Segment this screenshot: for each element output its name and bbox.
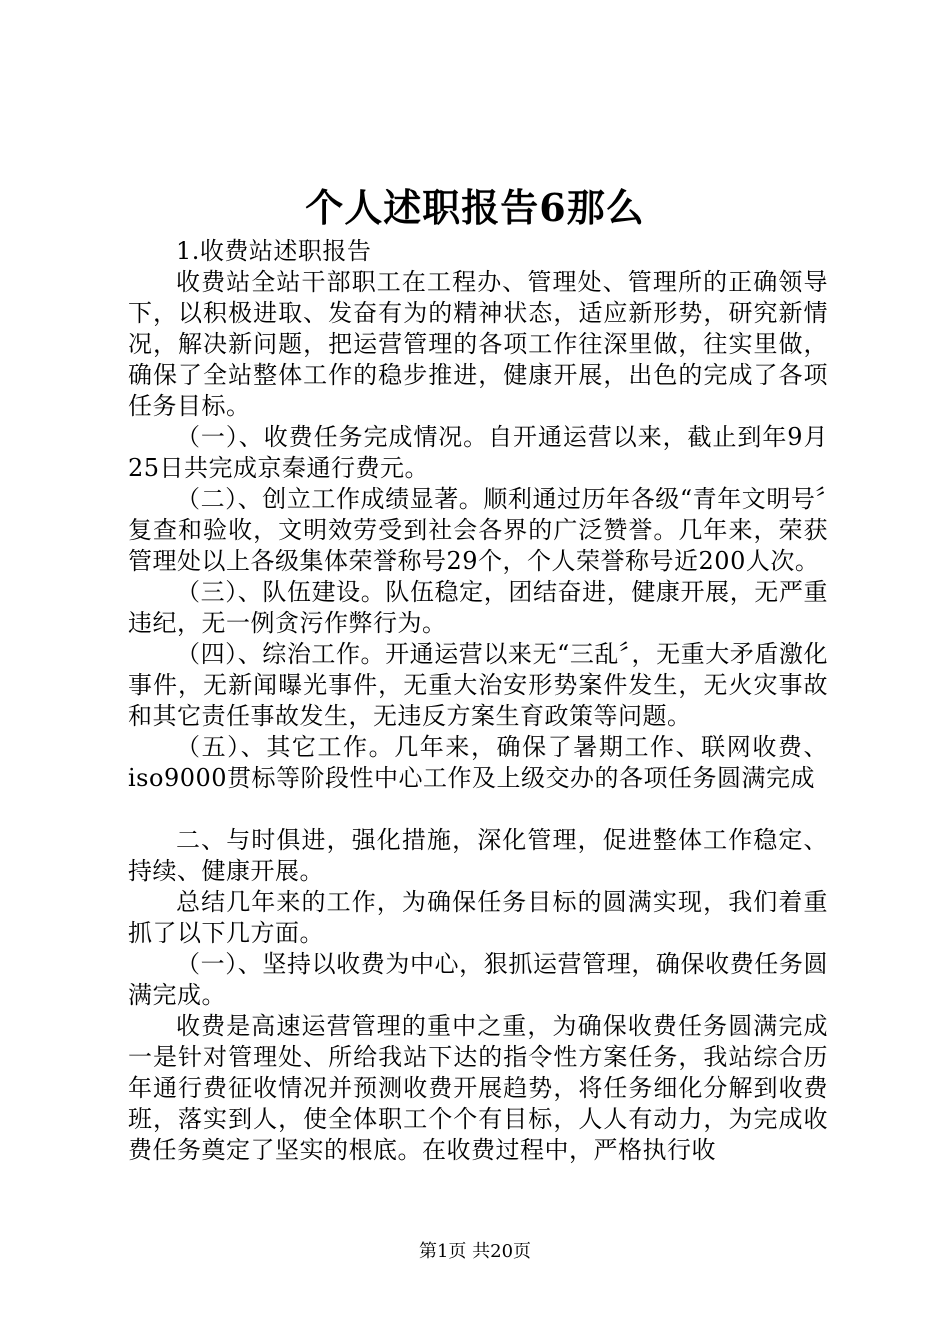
paragraph: （二）、创立工作成绩显著。顺利通过历年各级“青年文明号〞复查和验收，文明效劳受到社会各界的广泛赞誉。几年来，荣获管理处以上各级集体荣誉称号29个，个人荣誉称号近200人次。 <box>128 485 828 575</box>
document-body <box>128 236 828 1166</box>
paragraph: （一）、收费任务完成情况。自开通运营以来，截止到年9月25日共完成京秦通行费元。 <box>128 423 828 482</box>
document-title: 个人述职报告6那么 <box>305 185 645 230</box>
paragraph: （三）、队伍建设。队伍稳定，团结奋进，健康开展，无严重违纪，无一例贪污作弊行为。 <box>128 578 828 637</box>
paragraph: 总结几年来的工作，为确保任务目标的圆满实现，我们着重抓了以下几方面。 <box>128 888 828 947</box>
paragraph: 收费是高速运营管理的重中之重，为确保收费任务圆满完成一是针对管理处、所给我站下达的指令性方案任务，我站综合历年通行费征收情况并预测收费开展趋势，将任务细化分解到收费班，落实到人，使全体职工个个有目标，人人有动力，为完成收费任务奠定了坚实的根底。在收费过程中，严格执行收 <box>128 1012 828 1164</box>
page-number-footer: 第1页 共20页 <box>418 1241 532 1262</box>
section-heading: 1.收费站述职报告 <box>176 237 372 265</box>
paragraph: 收费站全站干部职工在工程办、管理处、管理所的正确领导下，以积极进取、发奋有为的精神状态，适应新形势，研究新情况，解决新问题，把运营管理的各项工作往深里做，往实里做，确保了全站整体工作的稳步推进，健康开展，出色的完成了各项任务目标。 <box>128 268 828 420</box>
paragraph: （一）、坚持以收费为中心，狠抓运营管理，确保收费任务圆满完成。 <box>128 950 828 1009</box>
section-heading: 二、与时俱进，强化措施，深化管理，促进整体工作稳定、持续、健康开展。 <box>128 826 828 885</box>
paragraph: （五）、其它工作。几年来，确保了暑期工作、联网收费、iso9000贯标等阶段性中心工作及上级交办的各项任务圆满完成 <box>128 733 828 792</box>
paragraph: （四）、综治工作。开通运营以来无“三乱〞，无重大矛盾激化事件，无新闻曝光事件，无重大治安形势案件发生，无火灾事故和其它责任事故发生，无违反方案生育政策等问题。 <box>128 640 828 730</box>
